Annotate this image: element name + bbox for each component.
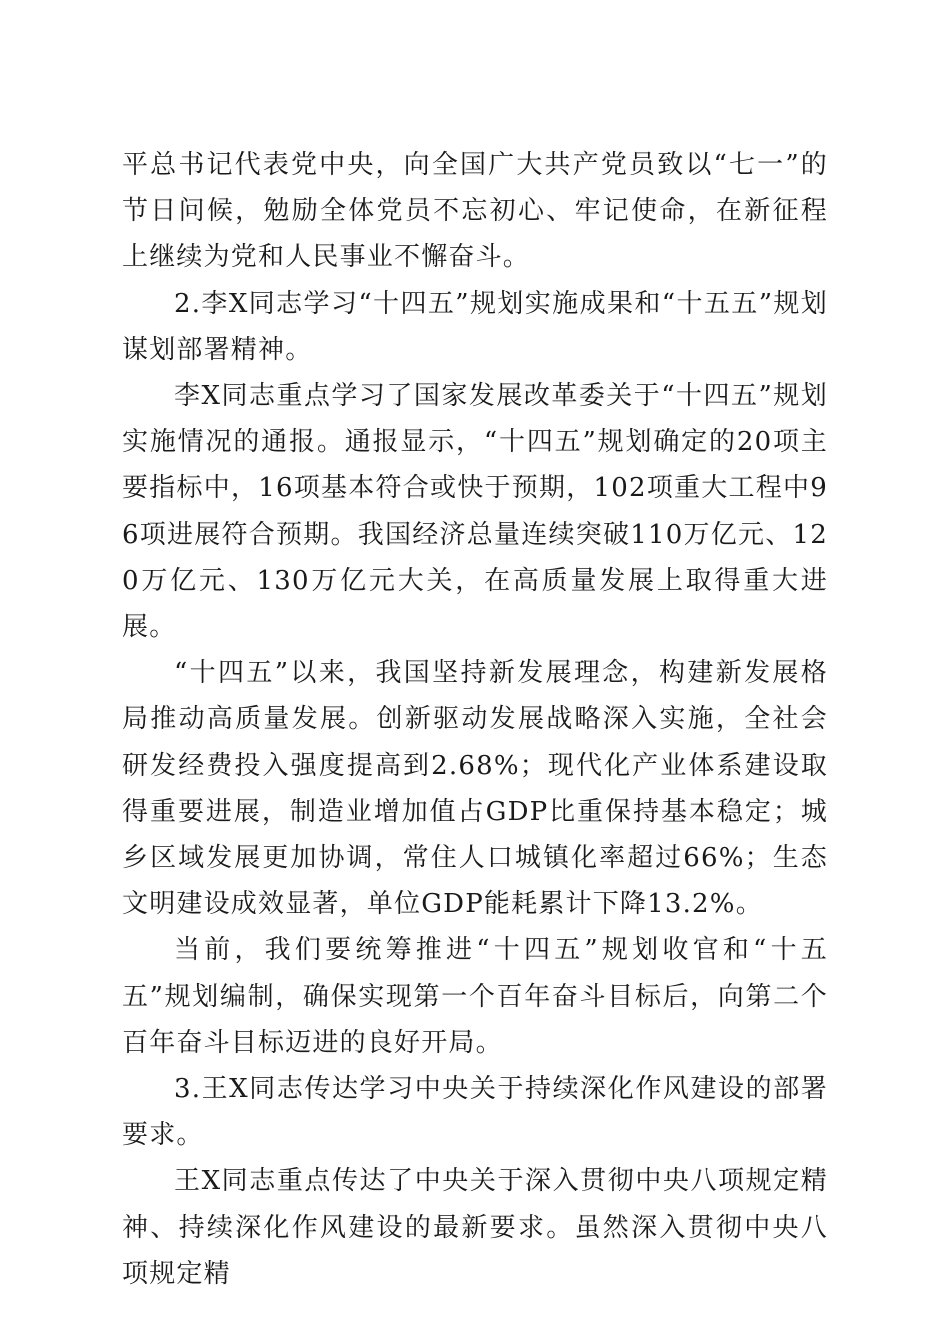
document-body (122, 142, 828, 1297)
paragraph-continuation: 平总书记代表党中央，向全国广大共产党员致以“七一”的节日问候，勉励全体党员不忘初心、牢记使命，在新征程上继续为党和人民事业不懈奋斗。 (122, 150, 828, 273)
paragraph-current-tasks: 当前，我们要统筹推进“十四五”规划收官和“十五五”规划编制，确保实现第一个百年奋斗目标后，向第二个百年奋斗目标迈进的良好开局。 (122, 935, 828, 1058)
paragraph-item-2-heading: 2.李X同志学习“十四五”规划实施成果和“十五五”规划谋划部署精神。 (122, 288, 828, 365)
paragraph-item-3-body: 王X同志重点传达了中央关于深入贯彻中央八项规定精神、持续深化作风建设的最新要求。虽然深入贯彻中央八项规定精 (122, 1166, 828, 1289)
paragraph-achievements: “十四五”以来，我国坚持新发展理念，构建新发展格局推动高质量发展。创新驱动发展战略深入实施，全社会研发经费投入强度提高到2.68%；现代化产业体系建设取得重要进展，制造业增加值占GDP比重保持基本稳定；城乡区域发展更加协调，常住人口城镇化率超过66%；生态文明建设成效显著，单位GDP能耗累计下降13.2%。 (122, 658, 828, 920)
paragraph-item-2-body: 李X同志重点学习了国家发展改革委关于“十四五”规划实施情况的通报。通报显示，“十四五”规划确定的20项主要指标中，16项基本符合或快于预期，102项重大工程中96项进展符合预期。我国经济总量连续突破110万亿元、120万亿元、130万亿元大关，在高质量发展上取得重大进展。 (122, 381, 828, 643)
paragraph-item-3-heading: 3.王X同志传达学习中央关于持续深化作风建设的部署要求。 (122, 1074, 828, 1151)
